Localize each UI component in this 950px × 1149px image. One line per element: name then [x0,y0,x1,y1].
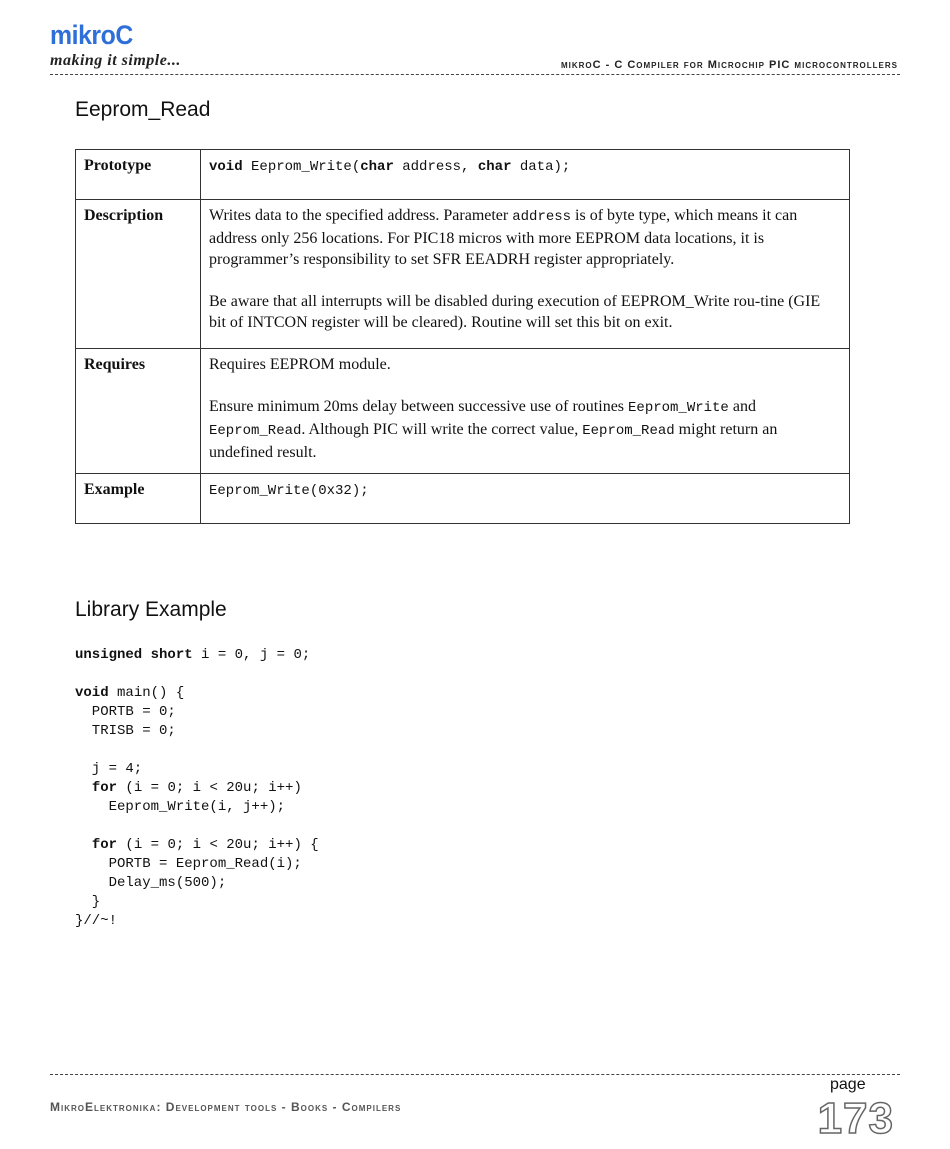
header-divider [50,74,900,75]
inline-code: Eeprom_Read [209,423,302,439]
code-line: (i = 0; i < 20u; i++) { [117,837,319,853]
page-number: 173 [817,1094,894,1143]
code-keyword: for [91,780,118,796]
text: Writes data to the specified address. Parameter [209,207,513,224]
footer-divider [50,1074,900,1075]
text: might return an undefined result. [209,421,778,461]
footer-publisher: MikroElektronika: Development tools - Books - Compilers [50,1100,402,1114]
function-table [75,149,850,524]
text: Ensure minimum 20ms delay between successive use of routines [209,398,629,415]
code-line: PORTB = Eeprom_Read(i); [75,856,302,872]
code-line: Delay_ms(500); [75,875,227,891]
table-row-description [76,200,850,349]
code-line: main() { [108,685,185,701]
code-line: Eeprom_Write(i, j++); [75,799,286,815]
code-block [75,646,319,931]
code-line: (i = 0; i < 20u; i++) [117,780,302,796]
description-label: Description [76,200,201,349]
requires-paragraph: Requires EEPROM module. [209,356,391,373]
code-keyword: void [75,685,109,701]
code-line: }//~! [75,913,118,929]
arg-data: data); [511,159,571,175]
description-paragraph [209,205,841,270]
code-line: j = 4; [75,761,143,777]
example-value [201,474,850,524]
prototype-label: Prototype [76,150,201,200]
prototype-value [201,150,850,200]
text: is of byte type, which means it can address only 256 locations. For PIC18 micros with more EEPROM data locations, it is programmer’s responsibility to set SFR EEADRH register appropriately. [209,207,798,268]
description-paragraph: Be aware that all interrupts will be disabled during execution of EEPROM_Write rou-tine (GIE bit of INTCON register will be cleared). Routine will set this bit on exit. [209,293,821,331]
fn-name: Eeprom_Write( [242,159,361,175]
code-keyword: unsigned short [75,647,193,663]
text: and [728,398,756,415]
function-heading: Eeprom_Read [75,98,211,121]
prototype-code [209,159,570,175]
description-value [201,200,850,349]
library-example-heading: Library Example [75,598,227,621]
code-keyword: for [91,837,118,853]
page-label: page [830,1076,866,1093]
table-row-requires [76,349,850,474]
text: . Although PIC will write the correct value, [301,421,583,438]
inline-code: address [512,209,572,225]
example-label: Example [76,474,201,524]
inline-code: Eeprom_Write [628,400,729,416]
table-row-example [76,474,850,524]
requires-paragraph [209,396,841,463]
tagline: making it simple... [50,52,181,69]
kw-char: char [360,159,394,175]
header-title: mikroC - C Compiler for Microchip PIC microcontrollers [560,59,898,71]
arg-address: address, [393,159,478,175]
inline-code: Eeprom_Read [582,423,675,439]
kw-void: void [209,159,243,175]
logo: mikroC [50,20,133,50]
table-row-prototype [76,150,850,200]
code-line: PORTB = 0; [75,704,176,720]
kw-char: char [477,159,512,175]
code-line: i = 0, j = 0; [192,647,311,663]
example-code: Eeprom_Write(0x32); [209,483,369,499]
code-line: TRISB = 0; [75,723,176,739]
requires-value [201,349,850,474]
requires-label: Requires [76,349,201,474]
code-line: } [75,894,101,910]
